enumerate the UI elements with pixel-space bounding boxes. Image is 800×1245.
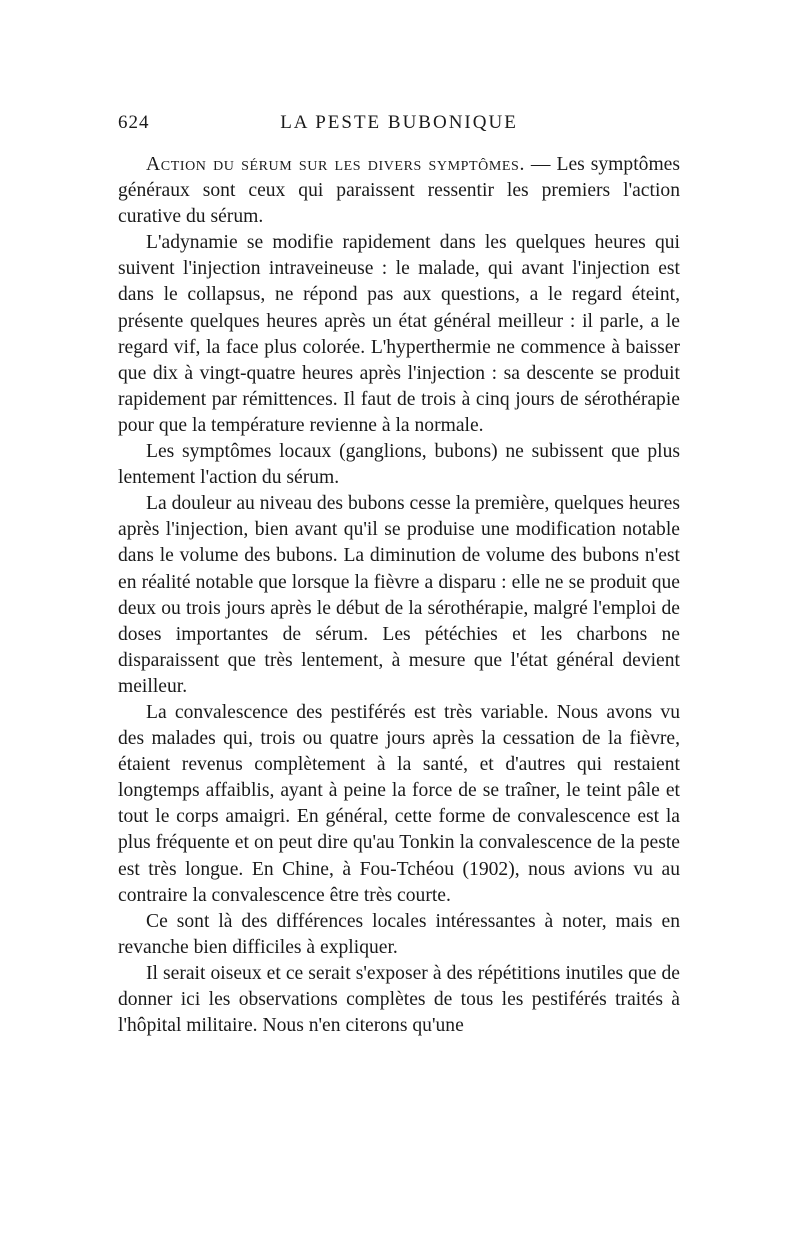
paragraph: L'adynamie se modifie rapidement dans les quelques heures qui suivent l'injection intraveineuse : le malade, qui avant l'injection est dans le collapsus, ne répond pas aux questions, a le regard éteint, présente quelques heures après un état général meilleur : il parle, a le regard vif, la face plus colorée. L'hyperthermie ne commence à baisser que dix à vingt-quatre heures après l'injection : sa descente se produit rapidement par rémittences. Il faut de trois à cinq jours de sérothérapie pour que la température revienne à la normale. [118, 232, 680, 436]
paragraph [118, 152, 680, 230]
running-title: LA PESTE BUBONIQUE [280, 112, 518, 133]
paragraph: Les symptômes locaux (ganglions, bubons) ne subissent que plus lentement l'action du sérum. [118, 441, 680, 489]
paragraph: Ce sont là des différences locales intéressantes à noter, mais en revanche bien difficiles à expliquer. [118, 910, 680, 958]
section-heading: Action du sérum sur les divers symptômes. [146, 154, 525, 175]
paragraph: Il serait oiseux et ce serait s'exposer à des répétitions inutiles que de donner ici les observations complètes de tous les pestiférés traités à l'hôpital militaire. Nous n'en citerons qu'une [118, 962, 680, 1037]
page-number: 624 [118, 112, 150, 133]
page-header [118, 112, 680, 138]
book-page [118, 112, 680, 1039]
paragraph: La douleur au niveau des bubons cesse la première, quelques heures après l'injection, bien avant qu'il se produise une modification notable dans le volume des bubons. La diminution de volume des bubons n'est en réalité notable que lorsque la fièvre a disparu : elle ne se produit que deux ou trois jours après le début de la sérothérapie, malgré l'emploi de doses importantes de sérum. Les pétéchies et les charbons ne disparaissent que très lentement, à mesure que l'état général devient meilleur. [118, 493, 680, 697]
heading-separator: — [524, 154, 557, 175]
body-text [118, 152, 680, 1039]
paragraph: La convalescence des pestiférés est très variable. Nous avons vu des malades qui, trois ou quatre jours après la cessation de la fièvre, étaient revenus complètement à la santé, et d'autres qui restaient longtemps affaiblis, ayant à peine la force de se traîner, le teint pâle et tout le corps amaigri. En général, cette forme de convalescence est la plus fréquente et on peut dire qu'au Tonkin la convalescence de la peste est très longue. En Chine, à Fou-Tchéou (1902), nous avions vu au contraire la convalescence être très courte. [118, 701, 680, 906]
paragraph-text: Les symptômes généraux sont ceux qui paraissent ressentir les premiers l'action curative du sérum. [118, 154, 681, 228]
